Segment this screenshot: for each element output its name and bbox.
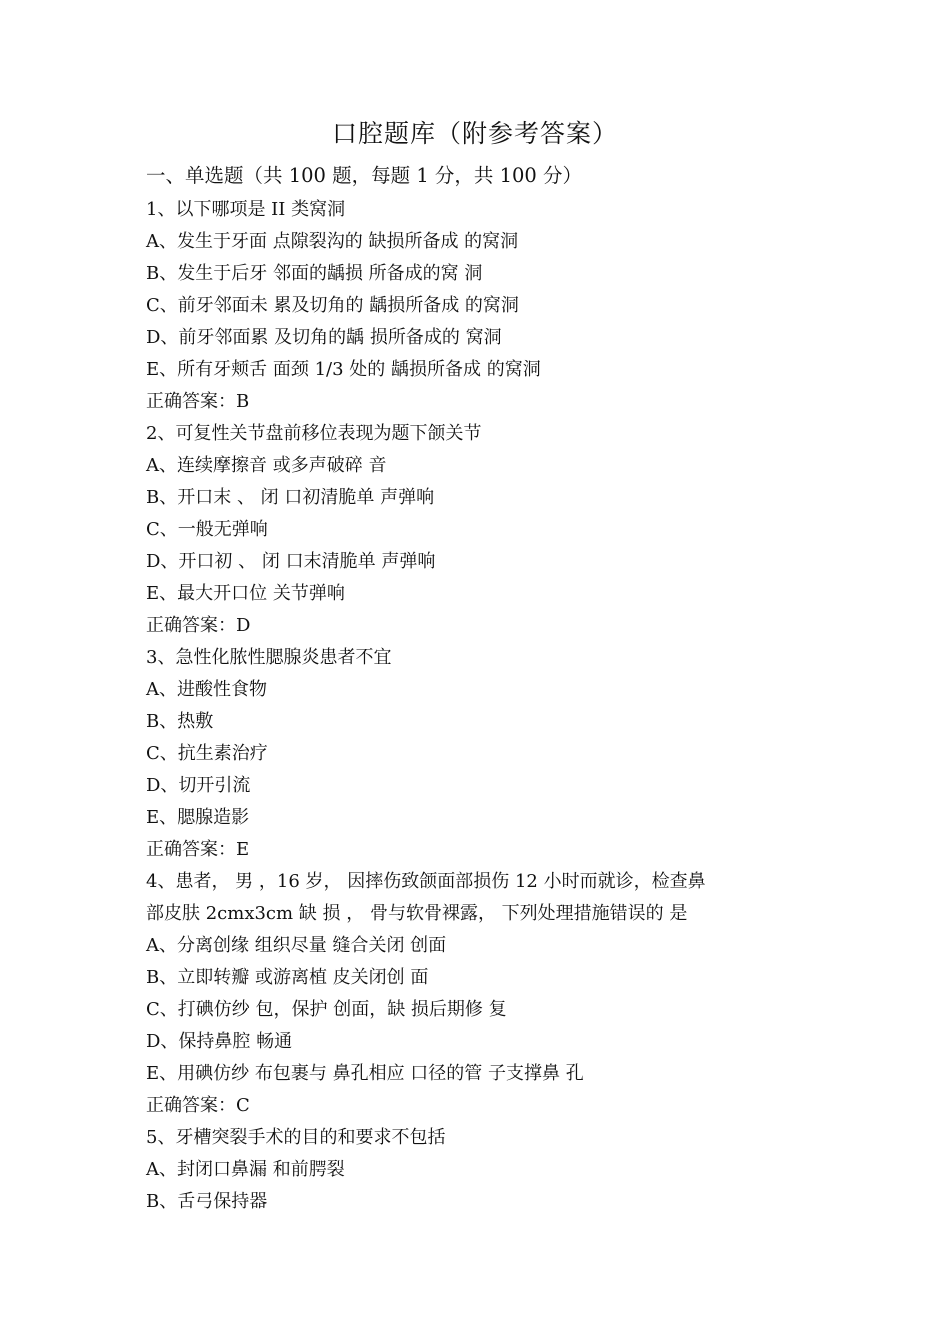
question-5-option-b: B、舌弓保持器 [146, 1191, 268, 1212]
question-3-option-b: B、热敷 [146, 711, 214, 732]
question-3-option-d: D、切开引流 [146, 775, 251, 796]
question-1-option-b: B、发生于后牙 邻面的龋损 所备成的窝 洞 [146, 263, 483, 284]
question-1-stem: 1、以下哪项是 II 类窝洞 [146, 199, 346, 220]
question-4-answer: 正确答案：C [146, 1095, 250, 1116]
question-1-answer: 正确答案：B [146, 391, 250, 412]
question-4-stem-line-1: 4、患者， 男 ，16 岁， 因摔伤致颌面部损伤 12 小时而就诊，检查鼻 [146, 871, 706, 892]
question-1-option-a: A、发生于牙面 点隙裂沟的 缺损所备成 的窝洞 [146, 231, 519, 252]
question-5-stem: 5、牙槽突裂手术的目的和要求不包括 [146, 1127, 446, 1148]
question-2-option-a: A、连续摩擦音 或多声破碎 音 [146, 455, 387, 476]
question-4-option-d: D、保持鼻腔 畅通 [146, 1031, 293, 1052]
question-3-option-e: E、腮腺造影 [146, 807, 250, 828]
question-4-option-c: C、打碘仿纱 包，保护 创面，缺 损后期修 复 [146, 999, 507, 1020]
question-2-answer: 正确答案：D [146, 615, 251, 636]
question-2-option-d: D、开口初 、 闭 口末清脆单 声弹响 [146, 551, 436, 572]
question-3-answer: 正确答案：E [146, 839, 250, 860]
question-3-option-c: C、抗生素治疗 [146, 743, 268, 764]
document-title: 口腔题库（附参考答案） [331, 119, 618, 148]
question-3-option-a: A、进酸性食物 [146, 679, 267, 700]
question-3-stem: 3、急性化脓性腮腺炎患者不宜 [146, 647, 392, 668]
question-4-option-e: E、用碘仿纱 布包裹与 鼻孔相应 口径的管 子支撑鼻 孔 [146, 1063, 584, 1084]
question-1-option-c: C、前牙邻面未 累及切角的 龋损所备成 的窝洞 [146, 295, 519, 316]
question-list [146, 194, 826, 1218]
question-4-stem-line-2: 部皮肤 2cmx3cm 缺 损 ， 骨与软骨裸露， 下列处理措施错误的 是 [146, 903, 688, 924]
question-2-option-b: B、开口末 、 闭 口初清脆单 声弹响 [146, 487, 435, 508]
question-4-option-b: B、立即转瓣 或游离植 皮关闭创 面 [146, 967, 429, 988]
question-2-option-c: C、一般无弹响 [146, 519, 268, 540]
question-1-option-e: E、所有牙颊舌 面颈 1/3 处的 龋损所备成 的窝洞 [146, 359, 541, 380]
question-4-option-a: A、分离创缘 组织尽量 缝合关闭 创面 [146, 935, 447, 956]
question-2-option-e: E、最大开口位 关节弹响 [146, 583, 345, 604]
question-1-option-d: D、前牙邻面累 及切角的龋 损所备成的 窝洞 [146, 327, 502, 348]
question-5-option-a: A、封闭口鼻漏 和前腭裂 [146, 1159, 345, 1180]
question-2-stem: 2、可复性关节盘前移位表现为题下颌关节 [146, 423, 482, 444]
section-heading: 一、单选题（共 100 题，每题 1 分，共 100 分） [146, 164, 583, 187]
